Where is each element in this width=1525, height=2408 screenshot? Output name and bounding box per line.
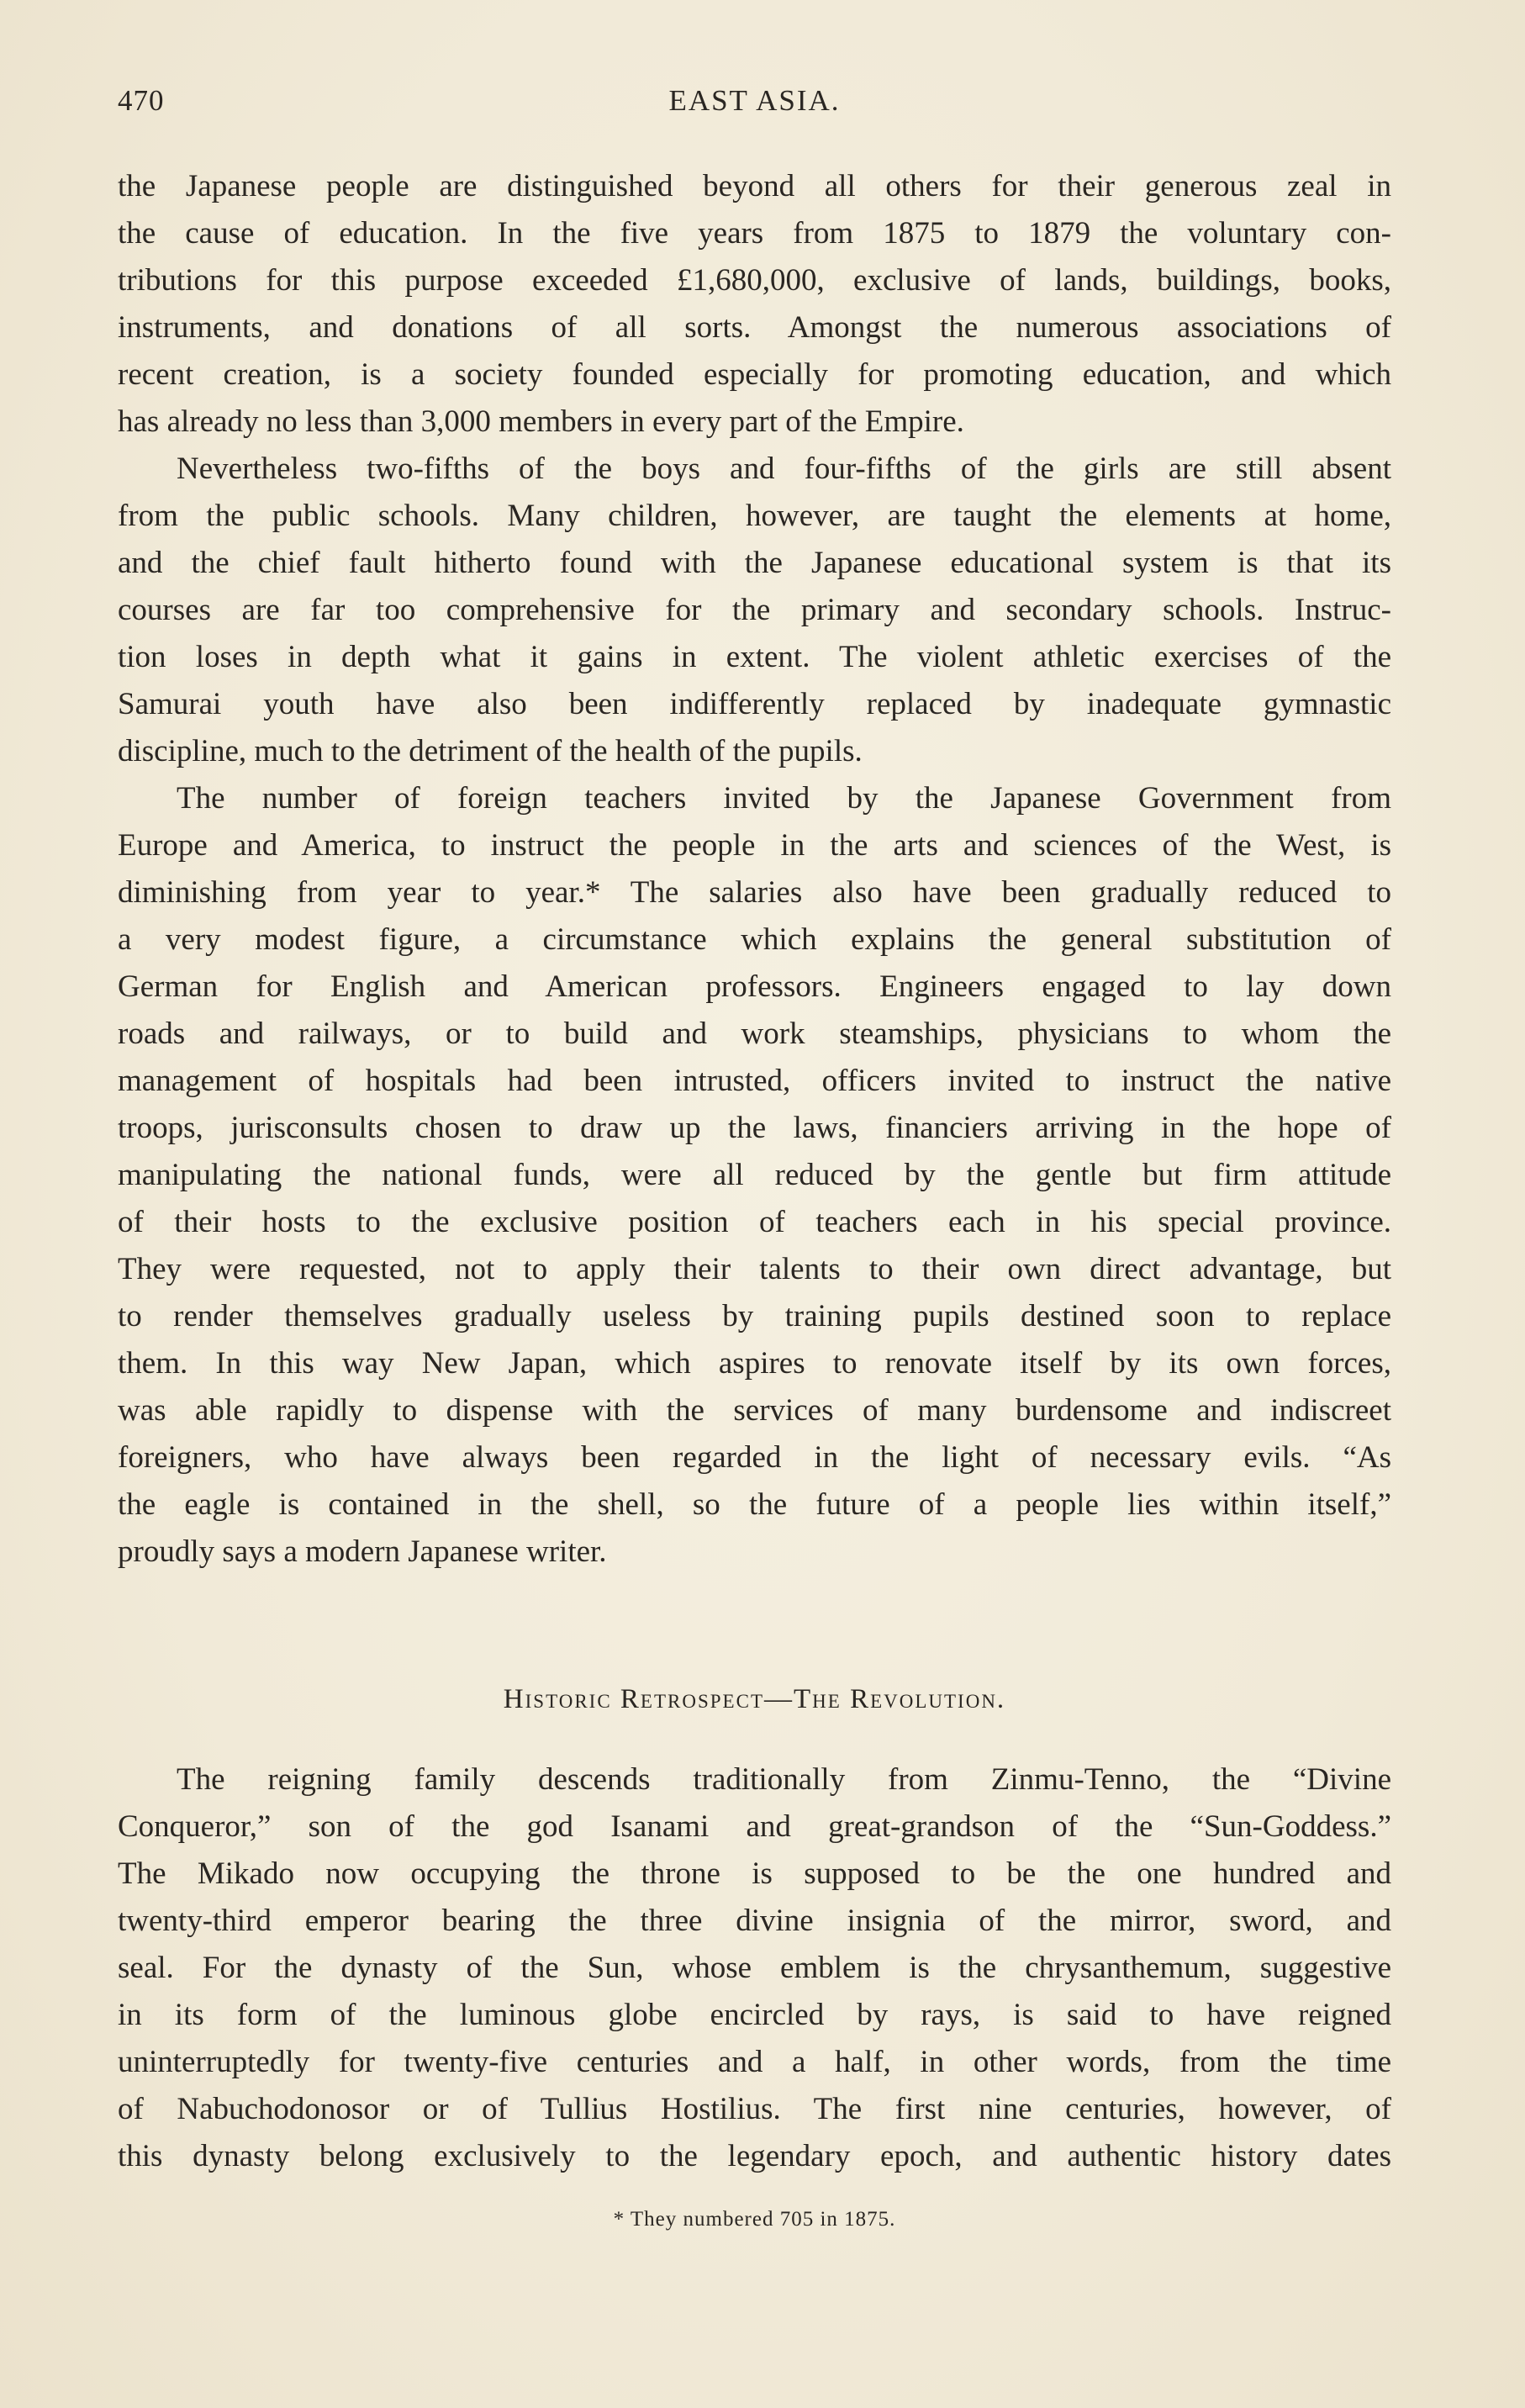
text-line: Europe and America, to instruct the people in the arts and sciences of the West, is <box>118 828 1391 863</box>
running-title: EAST ASIA. <box>668 84 841 117</box>
page-number: 470 <box>118 84 165 117</box>
text-line: from the public schools. Many children, however, are taught the elements at home, <box>118 499 1391 533</box>
text-line: them. In this way New Japan, which aspires to renovate itself by its own forces, <box>118 1346 1391 1381</box>
text-line: has already no less than 3,000 members in every part of the Empire. <box>118 404 964 439</box>
text-line: instruments, and donations of all sorts. Amongst the numerous associations of <box>118 310 1391 345</box>
text-line: proudly says a modern Japanese writer. <box>118 1534 607 1569</box>
text-line: the eagle is contained in the shell, so the future of a people lies within itself,” <box>118 1487 1391 1522</box>
text-line: twenty-third emperor bearing the three divine insignia of the mirror, sword, and <box>118 1904 1391 1938</box>
text-line: German for English and American professors. Engineers engaged to lay down <box>118 969 1391 1004</box>
text-line: to render themselves gradually useless by training pupils destined soon to replace <box>118 1299 1391 1333</box>
text-line: and the chief fault hitherto found with the Japanese educational system is that its <box>118 546 1391 580</box>
text-line: was able rapidly to dispense with the services of many burdensome and indiscreet <box>118 1393 1391 1428</box>
text-line: Nevertheless two-fifths of the boys and four-fifths of the girls are still absent <box>177 452 1391 486</box>
text-line: a very modest figure, a circumstance which explains the general substitution of <box>118 922 1391 957</box>
text-line: troops, jurisconsults chosen to draw up the laws, financiers arriving in the hope of <box>118 1111 1391 1145</box>
text-line: the Japanese people are distinguished beyond all others for their generous zeal in <box>118 169 1391 203</box>
text-line: of their hosts to the exclusive position of teachers each in his special province. <box>118 1205 1391 1239</box>
text-line: in its form of the luminous globe encircled by rays, is said to have reigned <box>118 1998 1391 2032</box>
text-line: manipulating the national funds, were all reduced by the gentle but firm attitude <box>118 1158 1391 1192</box>
body-text-bottom <box>118 1756 1391 2180</box>
text-line: tion loses in depth what it gains in extent. The violent athletic exercises of the <box>118 640 1391 674</box>
text-line: seal. For the dynasty of the Sun, whose emblem is the chrysanthemum, suggestive <box>118 1951 1391 1985</box>
footnote: * They numbered 705 in 1875. <box>613 2208 896 2231</box>
text-line: tributions for this purpose exceeded £1,680,000, exclusive of lands, buildings, books, <box>118 263 1391 298</box>
text-line: courses are far too comprehensive for the primary and secondary schools. Instruc- <box>118 593 1391 627</box>
text-line: The number of foreign teachers invited by the Japanese Government from <box>177 781 1391 816</box>
text-line: Conqueror,” son of the god Isanami and great-grandson of the “Sun-Goddess.” <box>118 1809 1391 1844</box>
running-head <box>118 84 1391 126</box>
text-line: discipline, much to the detriment of the health of the pupils. <box>118 734 863 768</box>
text-line: They were requested, not to apply their talents to their own direct advantage, but <box>118 1252 1391 1286</box>
text-line: this dynasty belong exclusively to the legendary epoch, and authentic history dates <box>118 2139 1391 2173</box>
text-line: uninterruptedly for twenty-five centuries and a half, in other words, from the time <box>118 2045 1391 2079</box>
text-line: The Mikado now occupying the throne is supposed to be the one hundred and <box>118 1856 1391 1891</box>
section-heading: Historic Retrospect—The Revolution. <box>503 1684 1006 1714</box>
text-line: The reigning family descends traditionally from Zinmu-Tenno, the “Divine <box>177 1762 1391 1797</box>
text-line: of Nabuchodonosor or of Tullius Hostilius. The first nine centuries, however, of <box>118 2092 1391 2126</box>
text-line: Samurai youth have also been indifferently replaced by inadequate gymnastic <box>118 687 1391 721</box>
text-line: roads and railways, or to build and work steamships, physicians to whom the <box>118 1017 1391 1051</box>
text-line: recent creation, is a society founded especially for promoting education, and which <box>118 357 1391 392</box>
text-line: management of hospitals had been intrusted, officers invited to instruct the native <box>118 1064 1391 1098</box>
text-line: foreigners, who have always been regarded in the light of necessary evils. “As <box>118 1440 1391 1475</box>
text-line: diminishing from year to year.* The salaries also have been gradually reduced to <box>118 875 1391 910</box>
text-line: the cause of education. In the five years from 1875 to 1879 the voluntary con- <box>118 216 1391 251</box>
body-text-top <box>118 163 1391 1576</box>
